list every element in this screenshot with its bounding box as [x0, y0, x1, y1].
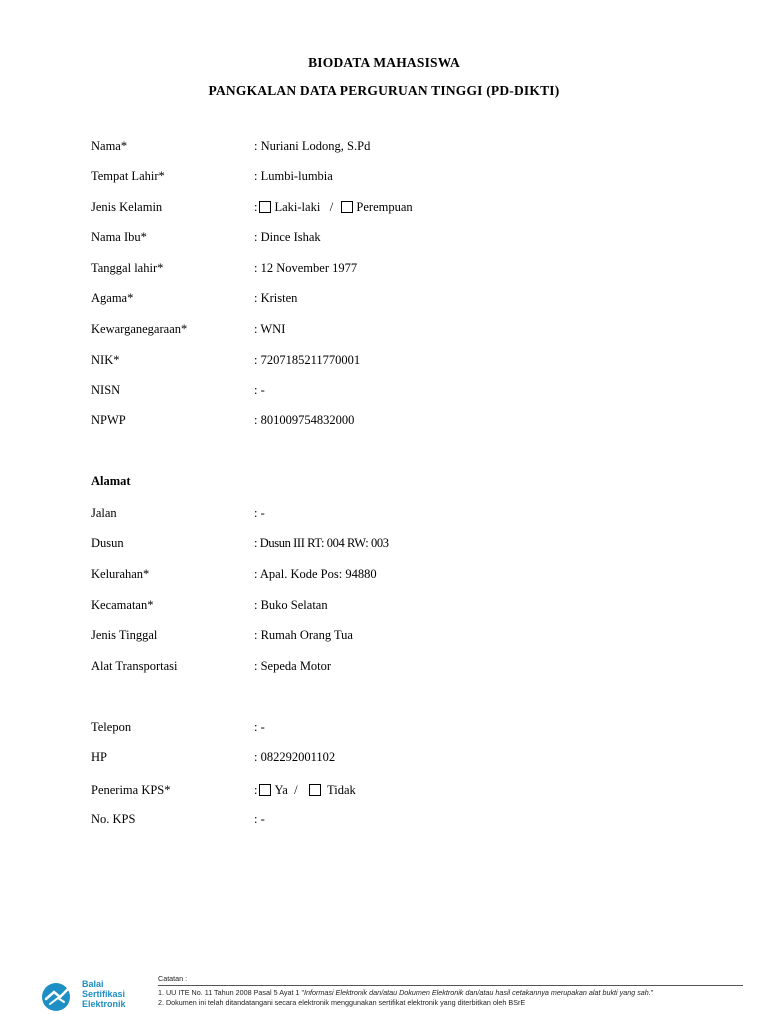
logo-line: Elektronik	[82, 999, 126, 1009]
footer	[0, 970, 768, 1024]
field-value: : Sepeda Motor	[254, 659, 332, 673]
notes-heading: Catatan :	[158, 974, 188, 983]
field-label: Tanggal lahir*	[91, 261, 164, 275]
field-label: Telepon	[91, 720, 132, 734]
note-2: 2. Dokumen ini telah ditandatangani secara elektronik menggunakan sertifikat elektronik yang diterbitkan oleh BSrE	[158, 998, 526, 1007]
field-value: : 801009754832000	[254, 413, 355, 427]
field-value: : WNI	[254, 322, 286, 336]
field-label: Alat Transportasi	[91, 659, 178, 673]
field-value: : -	[254, 506, 265, 520]
field-value: : Dince Ishak	[254, 230, 321, 244]
note-1-prefix: 1. UU ITE No. 11 Tahun 2008 Pasal 5 Ayat 1 "	[158, 988, 304, 997]
field-label: NPWP	[91, 413, 126, 427]
bse-logo-icon	[38, 978, 78, 1014]
field-value: : 082292001102	[254, 750, 336, 764]
bse-logo	[38, 978, 148, 1016]
field-label: Kelurahan*	[91, 567, 150, 581]
checkbox-perempuan[interactable]	[341, 201, 353, 213]
option-tidak: Tidak	[327, 783, 356, 797]
field-label: Nama Ibu*	[91, 230, 147, 244]
field-value: : Dusun III RT: 004 RW: 003	[254, 536, 389, 550]
checkbox-tidak[interactable]	[309, 784, 321, 796]
footer-notes	[158, 974, 743, 1008]
note-1	[158, 988, 743, 998]
field-value: : 12 November 1977	[254, 261, 358, 275]
field-value: : Apal. Kode Pos: 94880	[254, 567, 377, 581]
field-value: : Lumbi-lumbia	[254, 169, 333, 183]
bse-logo-text	[82, 979, 126, 1009]
field-label: Tempat Lahir*	[91, 169, 165, 183]
note-1-quote: Informasi Elektronik dan/atau Dokumen Elektronik dan/atau hasil cetakannya merupakan alat bukti yang sah.	[304, 988, 651, 997]
field-label: Kecamatan*	[91, 598, 154, 612]
field-label: Dusun	[91, 536, 124, 550]
checkbox-laki-laki[interactable]	[259, 201, 271, 213]
option-separator: /	[294, 783, 298, 797]
page-title: BIODATA MAHASISWA	[308, 55, 460, 70]
section-heading-alamat: Alamat	[91, 474, 131, 488]
field-value: : -	[254, 812, 265, 826]
logo-line: Balai	[82, 979, 104, 989]
option-ya: Ya	[274, 783, 288, 797]
field-label: Jenis Kelamin	[91, 200, 163, 214]
field-label: Nama*	[91, 139, 128, 153]
field-value	[254, 199, 413, 215]
field-label: NIK*	[91, 353, 120, 367]
field-value: : Buko Selatan	[254, 598, 328, 612]
page-subtitle: PANGKALAN DATA PERGURUAN TINGGI (PD-DIKTI)	[208, 83, 560, 98]
option-separator: /	[329, 200, 334, 214]
field-value: : Nuriani Lodong, S.Pd	[254, 139, 371, 153]
field-label: Jenis Tinggal	[91, 628, 158, 642]
notes-divider	[158, 985, 743, 986]
field-label: Kewarganegaraan*	[91, 322, 188, 336]
field-value: : -	[254, 720, 265, 734]
colon: :	[254, 200, 258, 214]
note-1-suffix: "	[650, 988, 654, 997]
field-value: : Kristen	[254, 291, 298, 305]
field-label: NISN	[91, 383, 121, 397]
option-laki-laki: Laki-laki	[274, 200, 321, 214]
checkbox-ya[interactable]	[259, 784, 271, 796]
field-value	[254, 782, 356, 798]
field-value: : 7207185211770001	[254, 353, 361, 367]
field-label: Penerima KPS*	[91, 783, 171, 797]
option-perempuan: Perempuan	[356, 200, 413, 214]
field-value: : Rumah Orang Tua	[254, 628, 353, 642]
field-label: Agama*	[91, 291, 134, 305]
field-label: Jalan	[91, 506, 117, 520]
logo-line: Sertifikasi	[82, 989, 126, 999]
colon: :	[254, 783, 258, 797]
field-label: No. KPS	[91, 812, 136, 826]
field-label: HP	[91, 750, 107, 764]
field-value: : -	[254, 383, 265, 397]
